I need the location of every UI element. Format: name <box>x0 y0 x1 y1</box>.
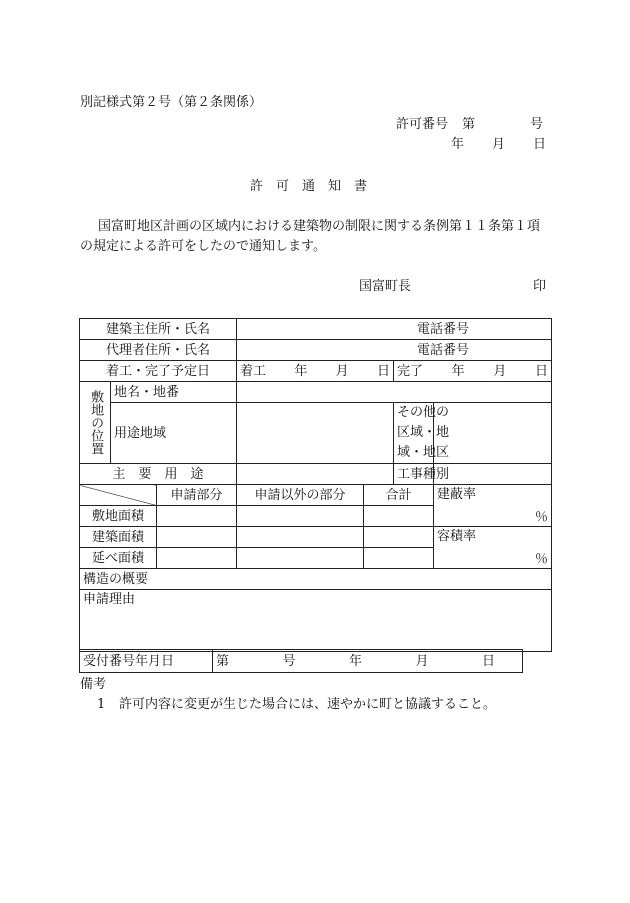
floor-area-applied <box>157 548 237 569</box>
row-main-use <box>80 464 552 485</box>
row-schedule <box>80 361 552 382</box>
owner-value <box>237 319 552 340</box>
lot-value <box>237 382 552 403</box>
receipt-go: 号 <box>282 653 296 669</box>
permit-year: 年 <box>451 137 465 152</box>
receipt-month: 月 <box>415 653 429 669</box>
other-zone-line-3: 域・地区 <box>397 445 450 460</box>
agent-value <box>237 340 552 361</box>
start-day: 日 <box>377 363 391 379</box>
building-area-label: 建築面積 <box>80 527 157 548</box>
permit-number-label: 許可番号 <box>396 117 449 132</box>
building-area-total <box>364 527 434 548</box>
applied-part-header: 申請部分 <box>157 485 237 506</box>
use-zone-value <box>237 403 394 464</box>
agent-label: 代理者住所・氏名 <box>80 340 237 361</box>
note-text: 許可内容に変更が生じた場合には、速やかに町と協議すること。 <box>119 697 497 712</box>
row-owner <box>80 319 552 340</box>
other-zone-label <box>394 403 450 464</box>
site-area-other <box>237 506 364 527</box>
use-zone-label: 用途地域 <box>111 403 237 464</box>
other-zone-value <box>434 403 552 464</box>
note-item <box>97 698 496 711</box>
other-zone-line-2: 区域・地 <box>397 425 450 440</box>
permit-date-line <box>451 138 546 151</box>
start-label: 着工 <box>240 363 267 379</box>
permit-month: 月 <box>492 137 506 152</box>
permit-go: 号 <box>530 117 544 132</box>
receipt-day: 日 <box>481 653 495 669</box>
site-area-total <box>364 506 434 527</box>
form-title: 別記様式第２号（第２条関係） <box>80 95 263 110</box>
receipt-label: 受付番号年月日 <box>80 650 213 673</box>
complete-month: 月 <box>493 363 507 379</box>
owner-label: 建築主住所・氏名 <box>80 319 237 340</box>
coverage-cell <box>434 485 552 527</box>
lot-label: 地名・地番 <box>111 382 237 403</box>
permit-number-line <box>396 118 543 131</box>
complete-year: 年 <box>451 363 465 379</box>
row-lot <box>80 382 552 403</box>
complete-day: 日 <box>534 363 548 379</box>
far-cell <box>434 527 552 569</box>
body-text-line-2: の規定による許可をしたので通知します。 <box>80 239 326 254</box>
other-part-header: 申請以外の部分 <box>237 485 364 506</box>
area-corner-cell <box>80 485 157 506</box>
building-area-applied <box>157 527 237 548</box>
body-text-line-1: 国富町地区計画の区域内における建築物の制限に関する条例第１１条第１項 <box>98 219 541 234</box>
reason-label: 申請理由 <box>80 590 552 652</box>
schedule-label: 着工・完了予定日 <box>80 361 237 382</box>
receipt-year: 年 <box>348 653 362 669</box>
complete-label: 完了 <box>397 363 424 379</box>
main-use-label: 主 要 用 途 <box>80 464 237 485</box>
building-area-other <box>237 527 364 548</box>
note-number: 1 <box>97 697 106 712</box>
application-table <box>79 318 552 652</box>
permit-dai: 第 <box>462 117 476 132</box>
work-type-value <box>434 464 552 485</box>
work-type-label: 工事種別 <box>394 464 434 485</box>
issuer-mayor: 国富町長 <box>359 279 412 294</box>
site-position-label <box>80 382 111 464</box>
site-area-applied <box>157 506 237 527</box>
start-date <box>237 361 394 382</box>
row-use-zone <box>80 403 552 464</box>
total-header: 合計 <box>364 485 434 506</box>
main-use-value <box>237 464 394 485</box>
row-structure <box>80 569 552 590</box>
agent-phone-label: 電話番号 <box>417 342 470 358</box>
coverage-label: 建蔽率 <box>437 487 477 502</box>
document-title: 許 可 通 知 書 <box>250 179 368 194</box>
floor-area-label: 延べ面積 <box>80 548 157 569</box>
receipt-value <box>213 650 523 673</box>
structure-label: 構造の概要 <box>80 569 552 590</box>
far-label: 容積率 <box>437 529 477 544</box>
receipt-table <box>79 649 523 673</box>
issuer-seal: 印 <box>533 279 547 294</box>
row-area-header <box>80 485 552 506</box>
notes-title: 備考 <box>80 677 107 692</box>
far-percent: ％ <box>535 552 549 567</box>
site-position-text: 敷地の位置 <box>88 390 104 455</box>
site-area-label: 敷地面積 <box>80 506 157 527</box>
receipt-dai: 第 <box>216 653 230 669</box>
row-agent <box>80 340 552 361</box>
other-zone-line-1: その他の <box>397 405 450 420</box>
floor-area-total <box>364 548 434 569</box>
permit-day: 日 <box>533 137 547 152</box>
row-receipt <box>80 650 523 673</box>
floor-area-other <box>237 548 364 569</box>
start-month: 月 <box>335 363 349 379</box>
complete-date <box>394 361 552 382</box>
coverage-percent: ％ <box>535 510 549 525</box>
row-building-area <box>80 527 552 548</box>
start-year: 年 <box>294 363 308 379</box>
row-reason <box>80 590 552 652</box>
owner-phone-label: 電話番号 <box>417 321 470 337</box>
